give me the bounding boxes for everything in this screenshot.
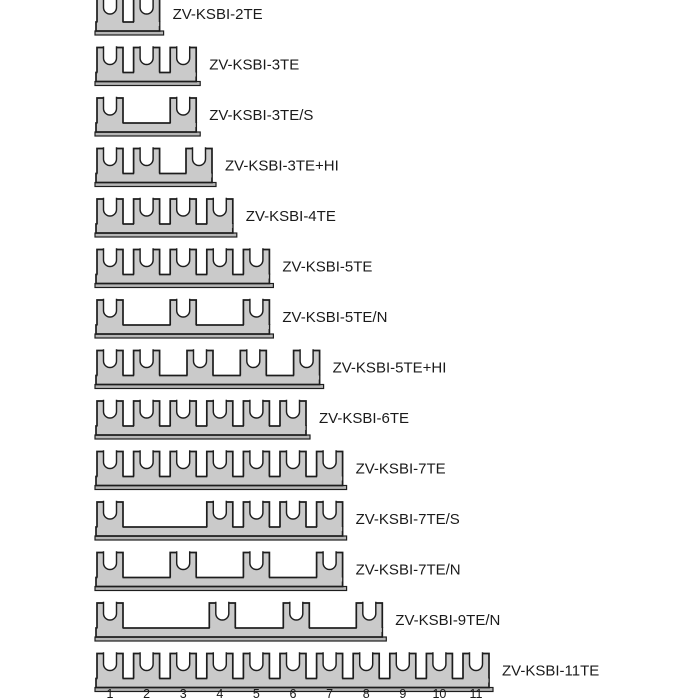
prong-notch: [250, 299, 263, 317]
busbar-row: [95, 652, 599, 691]
prong-notch: [140, 652, 153, 670]
prong-notch: [287, 652, 300, 670]
busbar-label: ZV-KSBI-4TE: [245, 208, 336, 225]
prong-notch: [104, 46, 117, 64]
prong-notch: [104, 97, 117, 115]
prong-notch: [363, 602, 376, 620]
prong-notch: [177, 450, 190, 468]
prong-notch: [104, 602, 117, 620]
busbar-label: ZV-KSBI-5TE: [282, 258, 373, 276]
ruler-number: 6: [289, 687, 297, 700]
prong-notch: [287, 501, 300, 519]
busbar-base: [96, 426, 306, 435]
prong-notch: [287, 400, 300, 418]
busbar-row: [95, 450, 446, 489]
busbar-row: [95, 97, 313, 136]
prong-notch: [140, 198, 153, 216]
prong-notch: [177, 198, 190, 216]
ruler-number: 2: [143, 687, 151, 700]
busbar-label: ZV-KSBI-2TE: [172, 6, 263, 23]
ruler-number: 9: [399, 687, 407, 700]
prong-notch: [193, 147, 206, 165]
prong-notch: [177, 400, 190, 418]
ruler-number: 8: [362, 687, 370, 700]
prong-notch: [247, 349, 260, 367]
prong-notch: [104, 198, 117, 216]
prong-notch: [250, 450, 263, 468]
busbar-label: ZV-KSBI-7TE/N: [355, 561, 461, 579]
busbar-row: [95, 349, 446, 388]
prong-notch: [177, 248, 190, 266]
prong-notch: [104, 299, 117, 317]
prong-notch: [250, 551, 263, 569]
prong-notch: [177, 97, 190, 115]
ruler-number: 11: [469, 687, 483, 700]
busbar-label: ZV-KSBI-7TE: [355, 460, 446, 478]
prong-notch: [213, 400, 226, 418]
prong-notch: [433, 652, 446, 670]
busbar-base: [96, 628, 382, 637]
busbar-row: [95, 248, 372, 287]
prong-notch: [290, 602, 303, 620]
busbar-row: [95, 198, 336, 237]
prong-notch: [470, 652, 483, 670]
prong-notch: [287, 450, 300, 468]
busbar-row: [95, 299, 387, 338]
prong-notch: [213, 248, 226, 266]
prong-notch: [194, 349, 207, 367]
prong-notch: [360, 652, 373, 670]
ruler-number: 10: [432, 687, 447, 700]
prong-notch: [177, 299, 190, 317]
prong-notch: [140, 46, 153, 64]
busbar-label: ZV-KSBI-7TE/S: [355, 511, 460, 528]
ruler-number: 5: [252, 687, 260, 700]
ruler-number: 1: [106, 687, 114, 700]
prong-notch: [104, 349, 117, 367]
busbar-label: ZV-KSBI-11TE: [502, 662, 600, 680]
ruler-number: 7: [326, 687, 334, 700]
prong-notch: [140, 147, 153, 165]
prong-notch: [250, 248, 263, 266]
busbar-row: [95, 0, 263, 35]
busbar-row: [95, 400, 409, 439]
prong-notch: [213, 198, 226, 216]
busbar-label: ZV-KSBI-3TE/S: [209, 107, 314, 124]
prong-notch: [140, 0, 153, 14]
prong-notch: [323, 450, 336, 468]
busbar-row: [95, 602, 500, 641]
prong-notch: [250, 501, 263, 519]
busbar-base: [96, 578, 343, 587]
busbar-row: [95, 551, 461, 590]
busbar-label: ZV-KSBI-3TE: [209, 56, 300, 74]
prong-notch: [213, 450, 226, 468]
prong-notch: [104, 501, 117, 519]
prong-notch: [140, 349, 153, 367]
prong-notch: [104, 450, 117, 468]
ruler-number: 3: [179, 687, 187, 700]
prong-notch: [323, 501, 336, 519]
prong-notch: [300, 349, 313, 367]
prong-notch: [250, 400, 263, 418]
prong-notch: [104, 652, 117, 670]
busbar-label: ZV-KSBI-9TE/N: [395, 612, 501, 629]
busbar-row: [95, 147, 339, 186]
prong-notch: [396, 652, 409, 670]
prong-notch: [140, 248, 153, 266]
busbar-label: ZV-KSBI-5TE/N: [282, 309, 388, 326]
busbar-label: ZV-KSBI-3TE+HI: [225, 157, 339, 175]
busbar-row: [95, 501, 460, 540]
prong-notch: [216, 602, 229, 620]
ruler-number: 4: [216, 687, 224, 700]
prong-notch: [213, 501, 226, 519]
busbar-row: [95, 46, 299, 85]
prong-notch: [104, 248, 117, 266]
prong-notch: [140, 450, 153, 468]
prong-notch: [140, 400, 153, 418]
prong-notch: [177, 46, 190, 64]
prong-notch: [250, 652, 263, 670]
prong-notch: [104, 400, 117, 418]
prong-notch: [323, 652, 336, 670]
prong-notch: [323, 551, 336, 569]
busbar-label: ZV-KSBI-6TE: [319, 410, 410, 427]
prong-notch: [104, 551, 117, 569]
prong-notch: [104, 0, 117, 14]
busbar-label: ZV-KSBI-5TE+HI: [332, 359, 447, 377]
prong-notch: [177, 652, 190, 670]
prong-notch: [104, 147, 117, 165]
prong-notch: [177, 551, 190, 569]
prong-notch: [213, 652, 226, 670]
